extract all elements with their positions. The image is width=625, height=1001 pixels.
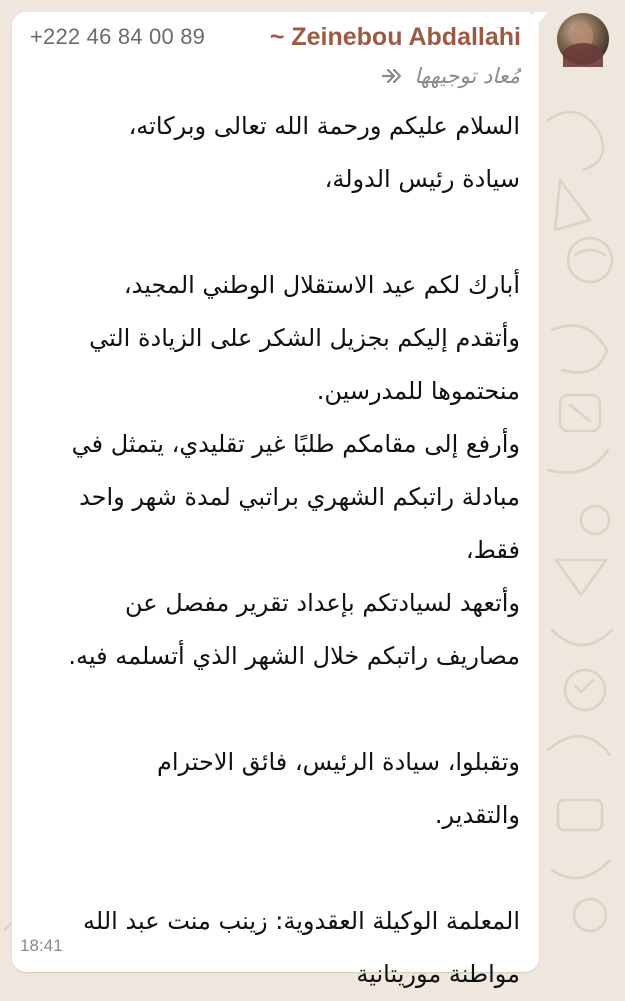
message-line: وأتقدم إليكم بجزيل الشكر على الزيادة التي (89, 324, 520, 352)
message-line: السلام عليكم ورحمة الله تعالى وبركاته، (128, 112, 520, 140)
message-line (30, 206, 520, 259)
message-line: وأتعهد لسيادتكم بإعداد تقرير مفصل عن (124, 589, 520, 617)
message-line: وأرفع إلى مقامكم طلبًا غير تقليدي، يتمثل في (71, 430, 520, 458)
message-line: مصاريف راتبكم خلال الشهر الذي أتسلمه فيه. (68, 642, 520, 670)
message-line: وتقبلوا، سيادة الرئيس، فائق الاحترام (156, 748, 520, 776)
sender-avatar[interactable] (557, 13, 609, 65)
message-line: مبادلة راتبكم الشهري براتبي لمدة شهر واحد (79, 483, 520, 511)
message-line: سيادة رئيس الدولة، (324, 165, 520, 193)
sender-name[interactable]: ~ Zeinebou Abdallahi (269, 23, 521, 51)
message-line (30, 842, 520, 895)
message-timestamp: 18:41 (20, 936, 63, 955)
forward-double-arrow-icon (380, 66, 406, 86)
message-line: المعلمة الوكيلة العقدوية: زينب منت عبد الله (83, 907, 520, 935)
message-line (30, 683, 520, 736)
message-line: منحتموها للمدرسين. (316, 377, 520, 405)
sender-phone-number[interactable]: +222 46 84 00 89 (30, 24, 206, 49)
message-bubble-tail (534, 12, 548, 28)
message-text (30, 100, 520, 1001)
message-line: مواطنة موريتانية (356, 960, 520, 988)
forwarded-indicator (380, 64, 520, 88)
forwarded-label: مُعاد توجيهها (414, 64, 520, 88)
message-line: أبارك لكم عيد الاستقلال الوطني المجيد، (123, 271, 520, 299)
message-line: فقط، (465, 536, 520, 564)
message-line: والتقدير. (434, 801, 520, 829)
